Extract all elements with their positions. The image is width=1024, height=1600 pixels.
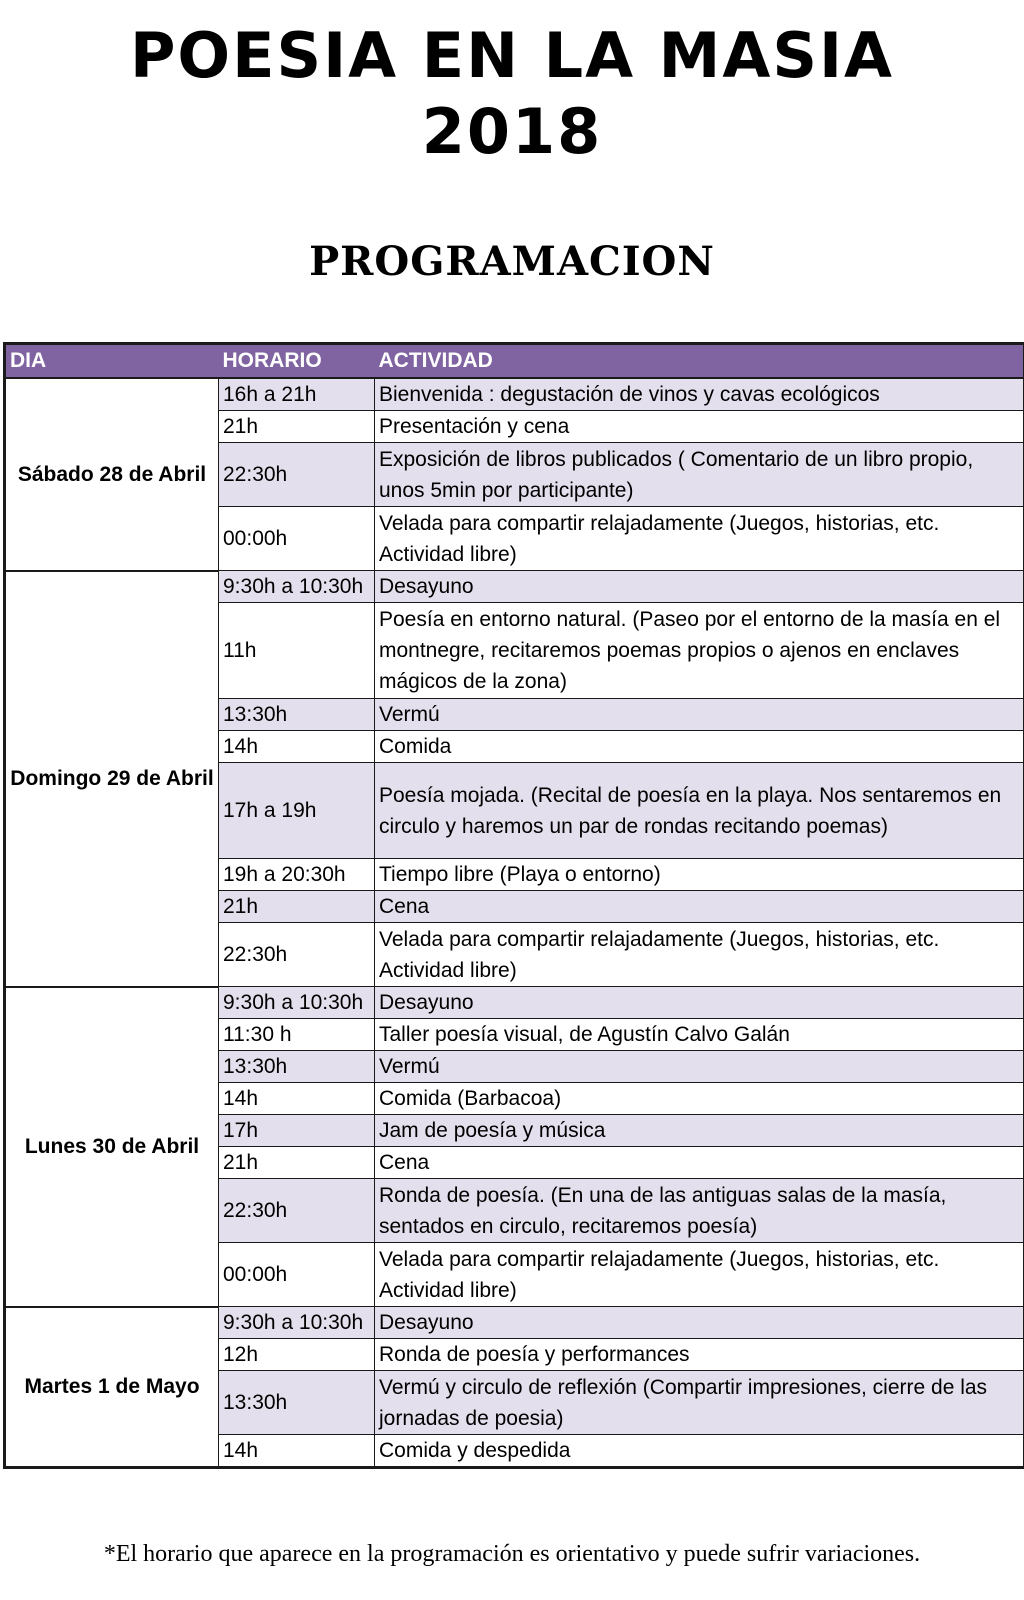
time-cell: 13:30h — [219, 699, 375, 731]
time-cell: 11h — [219, 603, 375, 699]
activity-cell: Taller poesía visual, de Agustín Calvo Galán — [375, 1019, 1024, 1051]
page-title: POESIA EN LA MASIA — [129, 19, 895, 92]
activity-cell: Velada para compartir relajadamente (Juegos, historias, etc. Actividad libre) — [375, 1243, 1024, 1307]
day-cell: Sábado 28 de Abril — [5, 378, 219, 571]
section-subtitle: PROGRAMACION — [309, 238, 715, 285]
time-cell: 14h — [219, 731, 375, 763]
time-cell: 21h — [219, 891, 375, 923]
time-cell: 16h a 21h — [219, 378, 375, 411]
activity-cell: Vermú — [375, 1051, 1024, 1083]
column-header-dia: DIA — [5, 344, 219, 379]
time-cell: 22:30h — [219, 923, 375, 987]
time-cell: 22:30h — [219, 443, 375, 507]
activity-cell: Jam de poesía y música — [375, 1115, 1024, 1147]
time-cell: 12h — [219, 1339, 375, 1371]
activity-cell: Exposición de libros publicados ( Comentario de un libro propio, unos 5min por participante) — [375, 443, 1024, 507]
activity-cell: Velada para compartir relajadamente (Juegos, historias, etc. Actividad libre) — [375, 507, 1024, 571]
time-cell: 14h — [219, 1435, 375, 1468]
day-cell: Martes 1 de Mayo — [5, 1307, 219, 1468]
activity-cell: Vermú y circulo de reflexión (Compartir impresiones, cierre de las jornadas de poesia) — [375, 1371, 1024, 1435]
time-cell: 13:30h — [219, 1371, 375, 1435]
activity-cell: Tiempo libre (Playa o entorno) — [375, 859, 1024, 891]
activity-cell: Comida y despedida — [375, 1435, 1024, 1468]
time-cell: 9:30h a 10:30h — [219, 987, 375, 1019]
table-row — [5, 378, 1024, 411]
time-cell: 17h a 19h — [219, 763, 375, 859]
activity-cell: Vermú — [375, 699, 1024, 731]
time-cell: 9:30h a 10:30h — [219, 1307, 375, 1339]
time-cell: 14h — [219, 1083, 375, 1115]
activity-cell: Desayuno — [375, 571, 1024, 603]
activity-cell: Bienvenida : degustación de vinos y cavas ecológicos — [375, 378, 1024, 411]
time-cell: 22:30h — [219, 1179, 375, 1243]
activity-cell: Comida (Barbacoa) — [375, 1083, 1024, 1115]
column-header-actividad: ACTIVIDAD — [375, 344, 1024, 379]
time-cell: 00:00h — [219, 1243, 375, 1307]
activity-cell: Ronda de poesía y performances — [375, 1339, 1024, 1371]
footer-note: *El horario que aparece en la programación es orientativo y puede sufrir variaciones. — [103, 1541, 921, 1567]
column-header-horario: HORARIO — [219, 344, 375, 379]
time-cell: 21h — [219, 411, 375, 443]
time-cell: 9:30h a 10:30h — [219, 571, 375, 603]
activity-cell: Poesía mojada. (Recital de poesía en la playa. Nos sentaremos en circulo y haremos un par de rondas recitando poemas) — [375, 763, 1024, 859]
table-header-row — [5, 344, 1024, 379]
activity-cell: Cena — [375, 891, 1024, 923]
time-cell: 21h — [219, 1147, 375, 1179]
activity-cell: Ronda de poesía. (En una de las antiguas salas de la masía, sentados en circulo, recitaremos poesía) — [375, 1179, 1024, 1243]
activity-cell: Desayuno — [375, 1307, 1024, 1339]
table-row — [5, 571, 1024, 603]
activity-cell: Comida — [375, 731, 1024, 763]
day-cell: Lunes 30 de Abril — [5, 987, 219, 1307]
table-row — [5, 1307, 1024, 1339]
day-cell: Domingo 29 de Abril — [5, 571, 219, 987]
time-cell: 17h — [219, 1115, 375, 1147]
table-row — [5, 987, 1024, 1019]
activity-cell: Desayuno — [375, 987, 1024, 1019]
time-cell: 00:00h — [219, 507, 375, 571]
activity-cell: Poesía en entorno natural. (Paseo por el entorno de la masía en el montnegre, recitaremos poemas propios o ajenos en enclaves mágicos de la zona) — [375, 603, 1024, 699]
time-cell: 11:30 h — [219, 1019, 375, 1051]
activity-cell: Velada para compartir relajadamente (Juegos, historias, etc. Actividad libre) — [375, 923, 1024, 987]
time-cell: 13:30h — [219, 1051, 375, 1083]
activity-cell: Presentación y cena — [375, 411, 1024, 443]
page-title-year: 2018 — [421, 95, 603, 168]
activity-cell: Cena — [375, 1147, 1024, 1179]
time-cell: 19h a 20:30h — [219, 859, 375, 891]
schedule-table — [3, 342, 1024, 1469]
